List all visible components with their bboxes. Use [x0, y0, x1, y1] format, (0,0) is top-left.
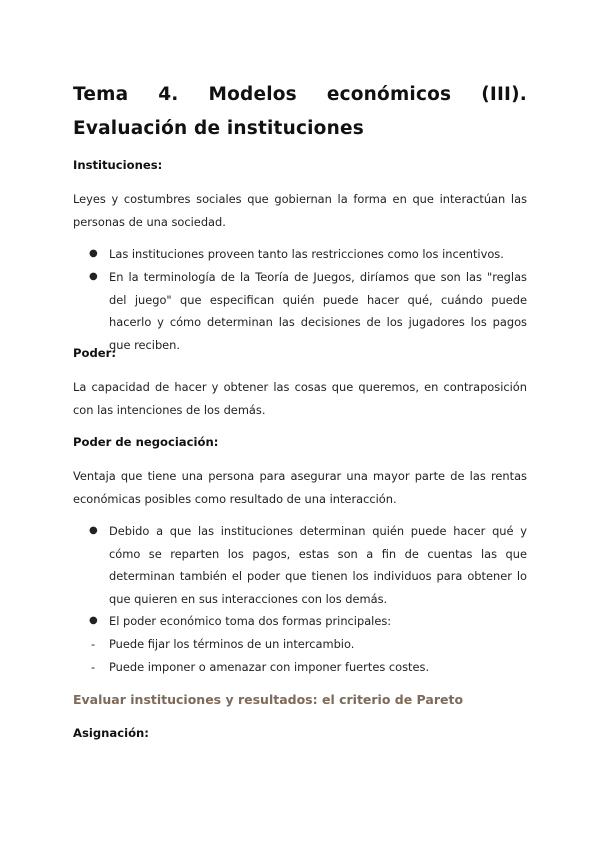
- list-item: Puede fijar los términos de un intercambio.: [109, 637, 355, 651]
- list-item: Puede imponer o amenazar con imponer fuertes costes.: [109, 660, 430, 674]
- list-item: El poder económico toma dos formas principales:: [109, 614, 392, 628]
- heading-instituciones: Instituciones:: [73, 158, 163, 172]
- bullet-icon: ●: [89, 615, 98, 626]
- paragraph-instituciones-definition: Leyes y costumbres sociales que gobiernan la forma en que interactúan las personas de una sociedad.: [73, 192, 527, 229]
- dash-marker: -: [91, 637, 96, 651]
- heading-asignacion: Asignación:: [73, 726, 149, 740]
- heading-poder: Poder:: [73, 346, 116, 360]
- list-item: Las instituciones proveen tanto las restricciones como los incentivos.: [109, 247, 504, 261]
- bullet-icon: ●: [89, 271, 98, 282]
- list-item: En la terminología de la Teoría de Juegos, diríamos que son las "reglas del juego" que especifican quién puede hacer qué, cuándo puede hacerlo y cómo determinan las decisiones de los jugadores los pagos que reciben.: [109, 270, 527, 352]
- section-heading-pareto: Evaluar instituciones y resultados: el criterio de Pareto: [73, 692, 464, 707]
- bullet-icon: ●: [89, 248, 98, 259]
- heading-poder-negociacion: Poder de negociación:: [73, 435, 219, 449]
- dash-marker: -: [91, 660, 96, 674]
- bullet-icon: ●: [89, 525, 98, 536]
- paragraph-poder-definition: La capacidad de hacer y obtener las cosas que queremos, en contraposición con las intenciones de los demás.: [73, 380, 527, 417]
- list-item: Debido a que las instituciones determinan quién puede hacer qué y cómo se reparten los pagos, estas son a fin de cuentas las que determinan también el poder que tienen los individuos para obtener lo que quieren en sus interacciones con los demás.: [109, 524, 527, 606]
- paragraph-negociacion-definition: Ventaja que tiene una persona para asegurar una mayor parte de las rentas económicas posibles como resultado de una interacción.: [73, 469, 527, 506]
- document-title: Tema 4. Modelos económicos (III). Evaluación de instituciones: [73, 84, 527, 139]
